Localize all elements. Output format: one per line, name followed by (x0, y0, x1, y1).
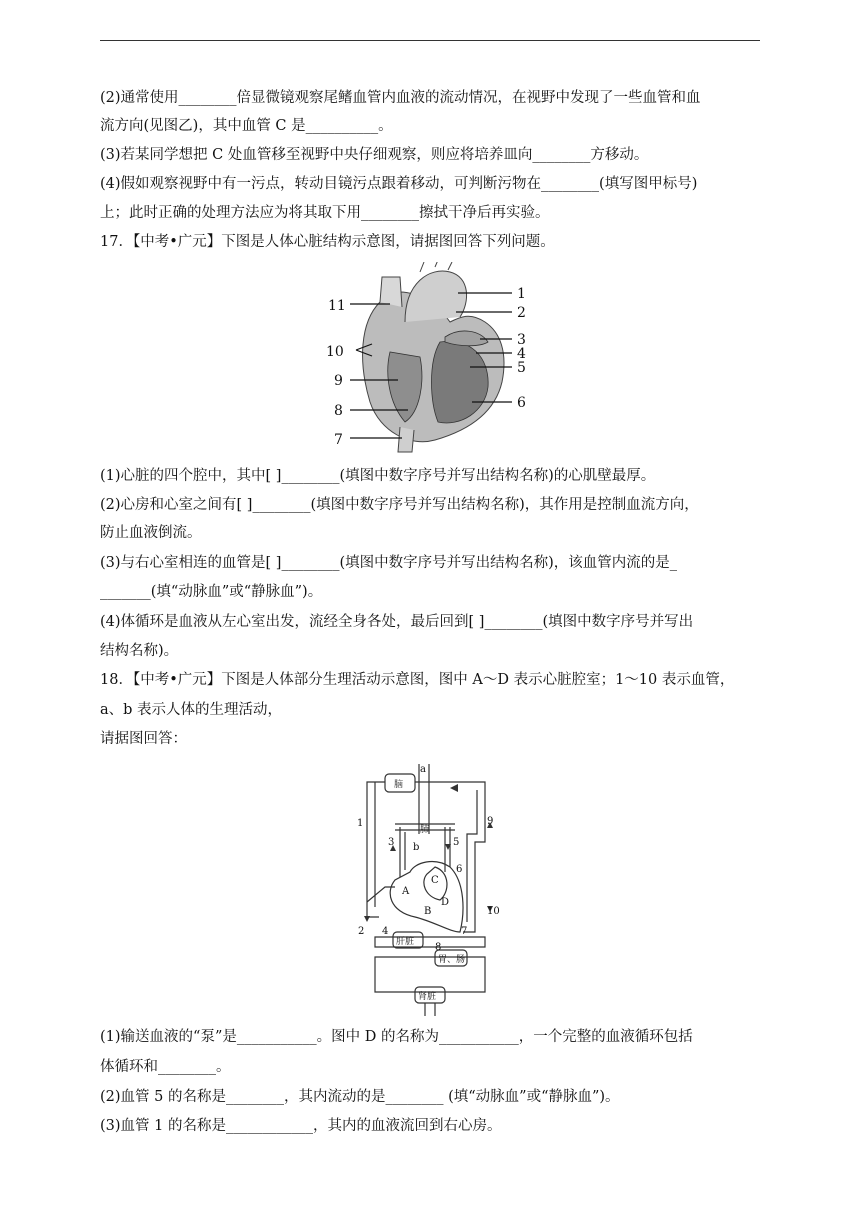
vessel-3-label: 3 (388, 837, 395, 848)
q16-part2-line2: 流方向(见图乙)，其中血管 C 是__________。 (100, 118, 393, 134)
vessel-9-label: 9 (487, 816, 494, 827)
heart-label-5: 5 (517, 360, 526, 376)
organ-liver-label: 肝脏 (396, 937, 415, 947)
q18-part1-line2: 体循环和________。 (100, 1059, 231, 1075)
q17-part2-line1: (2)心房和心室之间有[ ]________(填图中数字序号并写出结构名称)，其作用是控制血流方向， (100, 497, 699, 513)
organ-lung-label: 肺 (420, 825, 430, 835)
chamber-c-label: C (431, 875, 439, 886)
activity-b-label: b (413, 842, 420, 853)
q17-part3-line1: (3)与右心室相连的血管是[ ]________(填图中数字序号并写出结构名称)，该血管内流的是_ (100, 555, 678, 571)
q17-part1: (1)心脏的四个腔中，其中[ ]________(填图中数字序号并写出结构名称)的心肌壁最厚。 (100, 468, 656, 484)
heart-label-7: 7 (334, 432, 343, 448)
vessel-10-label: 10 (487, 906, 500, 917)
q17-part4-line2: 结构名称)。 (100, 643, 179, 659)
q17-part3-line2: _______(填“动脉血”或“静脉血”)。 (100, 584, 323, 600)
q16-part4-line1: (4)假如观察视野中有一污点，转动目镜污点跟着移动，可判断污物在________(填写图甲标号) (100, 176, 698, 192)
heart-label-10: 10 (326, 344, 344, 360)
q18-part2: (2)血管 5 的名称是________，其内流动的是________ (填“动脉血”或“静脉血”)。 (100, 1089, 620, 1105)
chamber-d-label: D (441, 897, 450, 908)
heart-label-2: 2 (517, 305, 526, 321)
chamber-a-label: A (402, 886, 410, 897)
heart-label-1: 1 (517, 286, 526, 302)
vessel-6-label: 6 (456, 864, 463, 875)
q18-title-line3: 请据图回答： (100, 731, 187, 747)
organ-gut-label: 胃、肠 (438, 955, 466, 965)
q18-part1-line1: (1)输送血液的“泵”是___________。图中 D 的名称为___________，一个完整的血液循环包括 (100, 1029, 693, 1045)
q16-part2-line1: (2)通常使用________倍显微镜观察尾鳍血管内血液的流动情况，在视野中发现了一些血管和血 (100, 90, 701, 106)
vessel-2-label: 2 (358, 926, 365, 937)
q16-part3: (3)若某同学想把 C 处血管移至视野中央仔细观察，则应将培养皿向________方移动。 (100, 147, 649, 163)
q17-part2-line2: 防止血液倒流。 (100, 525, 202, 541)
q16-part4-line2: 上；此时正确的处理方法应为将其取下用________擦拭干净后再实验。 (100, 205, 550, 221)
q17-title: 17．【中考•广元】下图是人体心脏结构示意图，请据图回答下列问题。 (100, 234, 555, 250)
heart-label-4: 4 (517, 346, 526, 362)
vessel-5-label: 5 (453, 837, 460, 848)
header-rule (100, 40, 760, 41)
chamber-b-label: B (424, 906, 432, 917)
vessel-1-label: 1 (357, 818, 364, 829)
q18-part3: (3)血管 1 的名称是____________，其内的血液流回到右心房。 (100, 1118, 502, 1134)
organ-brain-label: 脑 (394, 780, 404, 790)
vessel-8-label: 8 (435, 942, 442, 953)
heart-label-6: 6 (517, 395, 526, 411)
heart-structure-figure (320, 262, 540, 454)
organ-kidney-label: 肾脏 (418, 992, 437, 1002)
circulation-figure (355, 762, 505, 1016)
heart-label-8: 8 (334, 403, 343, 419)
heart-label-11: 11 (328, 298, 346, 314)
vessel-7-label: 7 (461, 926, 468, 937)
activity-a-label: a (420, 764, 426, 775)
vessel-4-label: 4 (382, 926, 389, 937)
heart-label-9: 9 (334, 373, 343, 389)
q18-title-line1: 18．【中考•广元】下图是人体部分生理活动示意图，图中 A～D 表示心脏腔室；1～10 表示血管， (100, 672, 735, 688)
q17-part4-line1: (4)体循环是血液从左心室出发，流经全身各处，最后回到[ ]________(填图中数字序号并写出 (100, 614, 694, 630)
heart-label-3: 3 (517, 332, 526, 348)
q18-title-line2: a、b 表示人体的生理活动， (100, 702, 283, 718)
